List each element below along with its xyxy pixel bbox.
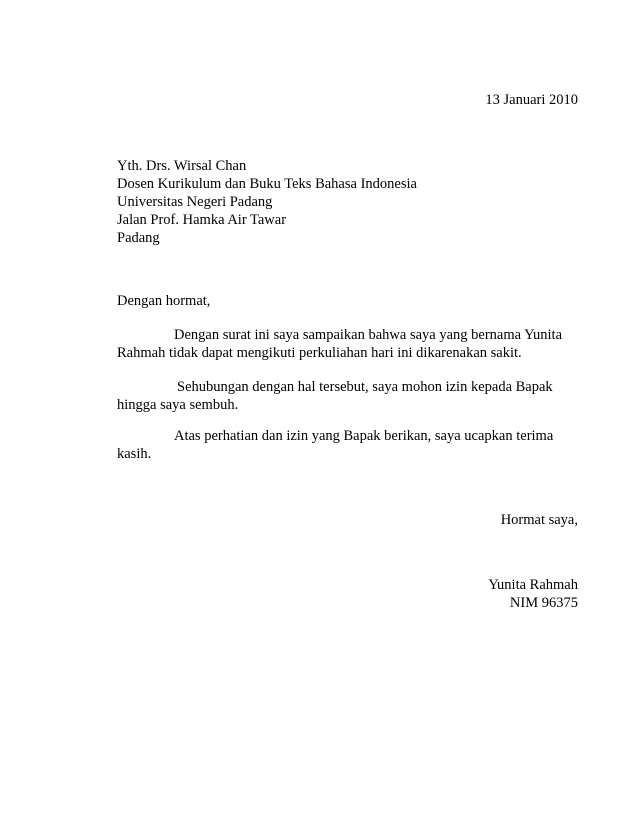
signature-name: Yunita Rahmah <box>488 577 578 593</box>
paragraph-1-line-2: Rahmah tidak dapat mengikuti perkuliahan hari ini dikarenakan sakit. <box>117 345 522 361</box>
recipient-street: Jalan Prof. Hamka Air Tawar <box>117 212 287 228</box>
recipient-name: Yth. Drs. Wirsal Chan <box>117 158 247 174</box>
paragraph-3-line-1: Atas perhatian dan izin yang Bapak berikan, saya ucapkan terima <box>174 428 554 444</box>
letter-date: 13 Januari 2010 <box>485 92 578 108</box>
paragraph-1-line-1: Dengan surat ini saya sampaikan bahwa saya yang bernama Yunita <box>174 327 563 343</box>
paragraph-2-line-1: Sehubungan dengan hal tersebut, saya mohon izin kepada Bapak <box>177 379 553 395</box>
paragraph-3-line-2: kasih. <box>117 446 152 462</box>
recipient-institution: Universitas Negeri Padang <box>117 194 273 210</box>
closing: Hormat saya, <box>500 512 578 528</box>
salutation: Dengan hormat, <box>117 293 211 309</box>
recipient-city: Padang <box>117 230 160 246</box>
recipient-position: Dosen Kurikulum dan Buku Teks Bahasa Indonesia <box>117 176 417 192</box>
signature-nim: NIM 96375 <box>509 595 578 611</box>
paragraph-2-line-2: hingga saya sembuh. <box>117 397 239 413</box>
